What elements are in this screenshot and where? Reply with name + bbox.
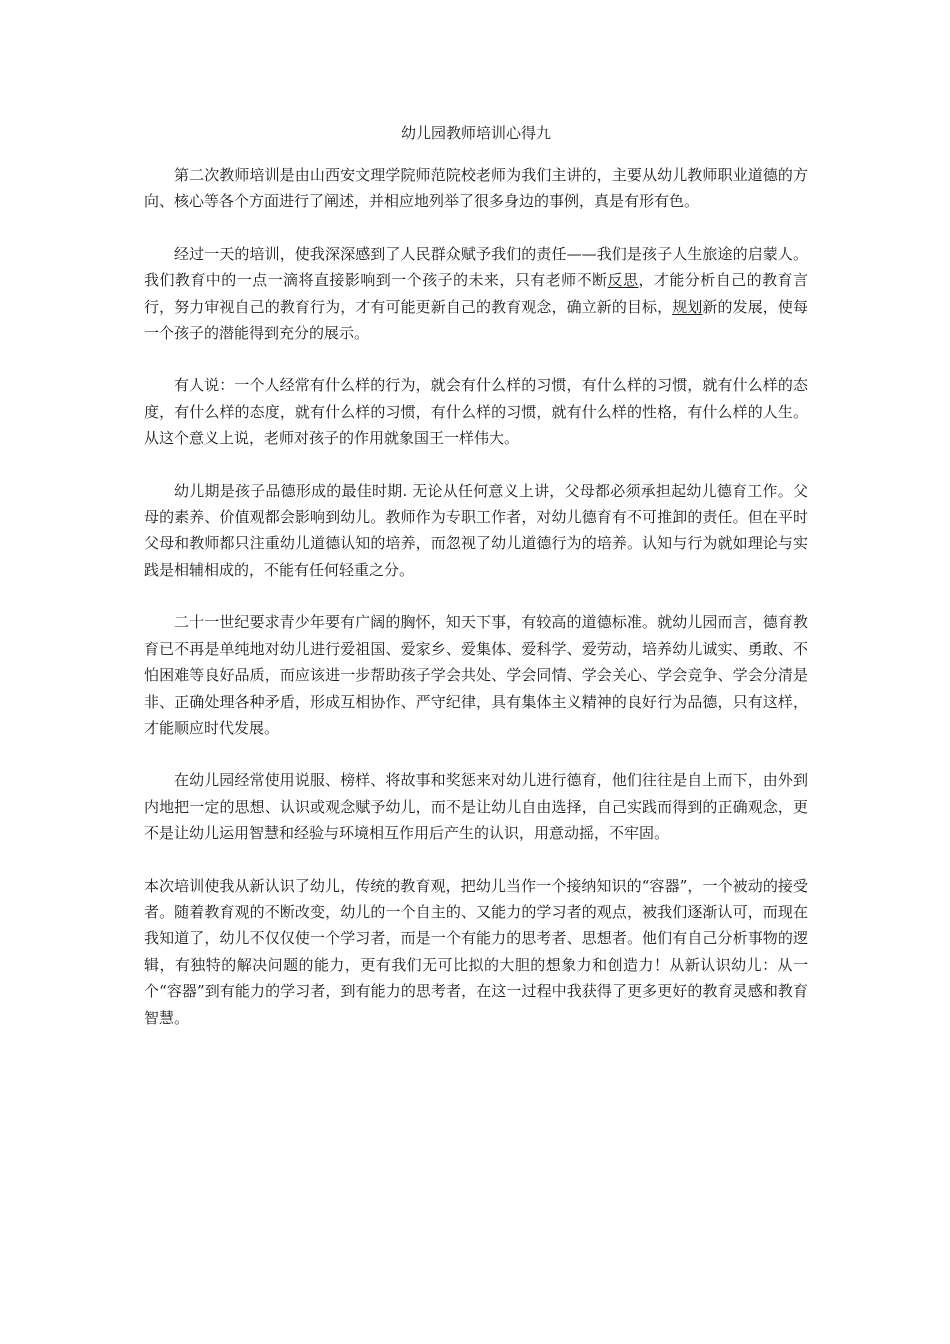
document-page <box>144 120 808 1057</box>
paragraph-2 <box>144 241 808 347</box>
paragraph-6: 在幼儿园经常使用说服、榜样、将故事和奖惩来对幼儿进行德育，他们往往是自上而下，由外到内地把一定的思想、认识或观念赋予幼儿，而不是让幼儿自由选择，自己实践而得到的正确观念，更不是让幼儿运用智慧和经验与环境相互作用后产生的认识，用意动摇，不牢固。 <box>144 771 808 843</box>
paragraph-3: 有人说：一个人经常有什么样的行为，就会有什么样的习惯，有什么样的习惯，就有什么样的态度，有什么样的态度，就有什么样的习惯，有什么样的习惯，就有什么样的性格，有什么样的人生。从这个意义上说，老师对孩子的作用就象国王一样伟大。 <box>144 376 808 448</box>
paragraph-2-text-a: 经过一天的培训，使我深深感到了人民群众赋予我们的责任——我们是孩子人生旅途的启蒙人。我们教育中的一点一滴将直接影响到一个孩子的未来，只有老师不断 <box>144 244 808 290</box>
paragraph-2-text-c: 新的发展，使每一个孩子的潜能得到充分的展示。 <box>144 297 808 343</box>
planning-link[interactable]: 规划 <box>672 297 703 316</box>
paragraph-7: 本次培训使我从新认识了幼儿，传统的教育观，把幼儿当作一个接纳知识的“容器”，一个被动的接受者。随着教育观的不断改变，幼儿的一个自主的、又能力的学习者的观点，被我们逐渐认可，而现在我知道了，幼儿不仅仅使一个学习者，而是一个有能力的思考者、思想者。他们有自己分析事物的逻辑，有独特的解决问题的能力，更有我们无可比拟的大胆的想象力和创造力！从新认识幼儿：从一个“容器”到有能力的学习者，到有能力的思考者，在这一过程中我获得了更多更好的教育灵感和教育智慧。 <box>144 876 808 1027</box>
paragraph-2-text-b: ，才能分析自己的教育言行，努力审视自己的教育行为，才有可能更新自己的教育观念，确立新的目标， <box>144 271 808 316</box>
paragraph-1: 第二次教师培训是由山西安文理学院师范院校老师为我们主讲的，主要从幼儿教师职业道德的方向、核心等各个方面进行了阐述，并相应地列举了很多身边的事例，真是有形有色。 <box>144 166 808 211</box>
paragraph-4: 幼儿期是孩子品德形成的最佳时期. 无论从任何意义上讲，父母都必须承担起幼儿德育工作。父母的素养、价值观都会影响到幼儿。教师作为专职工作者，对幼儿德育有不可推卸的责任。但在平时父母和教师都只注重幼儿道德认知的培养，而忽视了幼儿道德行为的培养。认知与行为就如理论与实践是相辅相成的，不能有任何轻重之分。 <box>144 481 808 579</box>
reflection-link[interactable]: 反思 <box>607 271 639 290</box>
document-title: 幼儿园教师培训心得九 <box>400 124 551 142</box>
paragraph-5: 二十一世纪要求青少年要有广阔的胸怀，知天下事，有较高的道德标准。就幼儿园而言，德育教育已不再是单纯地对幼儿进行爱祖国、爱家乡、爱集体、爱科学、爱劳动，培养幼儿诚实、勇敢、不怕困难等良好品质，而应该进一步帮助孩子学会共处、学会同情、学会关心、学会竞争、学会分清是非、正确处理各种矛盾，形成互相协作、严守纪律，具有集体主义精神的良好行为品德，只有这样，才能顺应时代发展。 <box>144 613 808 737</box>
